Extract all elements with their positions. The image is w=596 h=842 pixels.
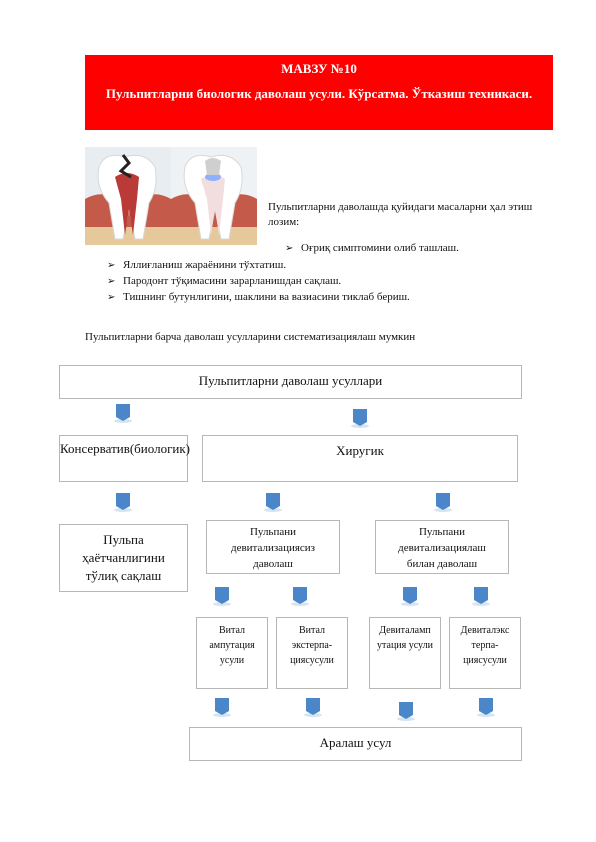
mixed-method-box: Аралаш усул <box>189 727 522 761</box>
systematization-paragraph: Пульпитларни барча даволаш усулларини систематизациялаш мумкин <box>85 331 416 343</box>
root-box: Пульпитларни даволаш усуллари <box>59 365 522 399</box>
topic-banner <box>85 55 553 130</box>
arrow-bullet-icon: ➢ <box>107 292 116 303</box>
devital-extirpation-box: Девиталэкс терпа- циясусули <box>449 617 521 689</box>
pulp-preserve-box: Пульпа ҳаётчанлигини тўлиқ сақлаш <box>59 524 188 592</box>
teeth-illustration <box>85 147 257 245</box>
arrow-bullet-icon: ➢ <box>107 276 116 287</box>
vital-extirpation-box: Витал экстерпа- циясусули <box>276 617 348 689</box>
arrow-bullet-icon: ➢ <box>107 260 116 271</box>
down-arrow-icon <box>400 587 420 607</box>
down-arrow-icon <box>471 587 491 607</box>
arrow-bullet-icon: ➢ <box>285 243 294 254</box>
bullet-item: ➢ Оғриқ симптомини олиб ташлаш. <box>285 242 459 254</box>
down-arrow-icon <box>212 587 232 607</box>
down-arrow-icon <box>433 493 453 513</box>
down-arrow-icon <box>212 698 232 718</box>
down-arrow-icon <box>350 409 370 429</box>
down-arrow-icon <box>113 493 133 513</box>
bullet-item: ➢ Тишнинг бутунлигини, шаклини ва вазиасини тиклаб бериш. <box>107 291 410 303</box>
with-devital-box: Пульпани девитализациялаш билан даволаш <box>375 520 509 574</box>
bullet-item: ➢ Пародонт тўқимасини зарарланишдан сақлаш. <box>107 275 342 287</box>
without-devital-box: Пульпани девитализациясиз даволаш <box>206 520 340 574</box>
down-arrow-icon <box>290 587 310 607</box>
down-arrow-icon <box>263 493 283 513</box>
conservative-box: Консерватив(биологик) <box>59 435 188 482</box>
down-arrow-icon <box>113 404 133 424</box>
vital-amputation-box: Витал ампутация усули <box>196 617 268 689</box>
topic-title: Пульпитларни биологик даволаш усули. Кўрсатма. Ўтказиш техникаси. <box>105 86 533 101</box>
bullet-item: ➢ Яллиғланиш жараёнини тўхтатиш. <box>107 259 287 271</box>
devital-amputation-box: Девиталамп утация усули <box>369 617 441 689</box>
down-arrow-icon <box>396 702 416 722</box>
down-arrow-icon <box>303 698 323 718</box>
down-arrow-icon <box>476 698 496 718</box>
surgical-box: Хиругик <box>202 435 518 482</box>
topic-number: МАВЗУ №10 <box>281 61 357 76</box>
intro-text: Пульпитларни даволашда қуйидаги масаларни ҳал этиш лозим: <box>268 201 533 228</box>
